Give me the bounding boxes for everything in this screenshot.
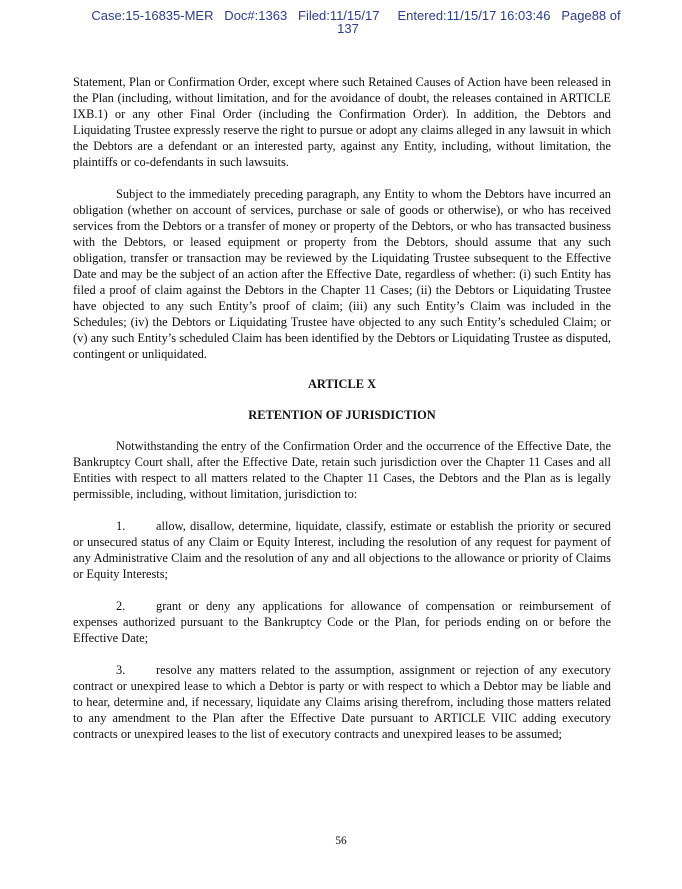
list-item-text: grant or deny any applications for allowance of compensation or reimbursement of expenses authorized pursuant to the Bankruptcy Code or the Plan, for periods ending on or before the Effective Date;: [73, 599, 611, 645]
article-heading: ARTICLE X: [307, 377, 377, 391]
article-title: RETENTION OF JURISDICTION: [248, 408, 436, 422]
list-item-text: resolve any matters related to the assumption, assignment or rejection of any executory contract or unexpired lease to which a Debtor is party or with respect to which a Debtor may be liable and to hear, determine and, if necessary, liquidate any Claims arising therefrom, including those matters related to any amendment to the Plan after the Effective Date pursuant to ARTICLE VIIC adding executory contracts or unexpired leases to the list of executory contracts and unexpired leases to be assumed;: [73, 663, 611, 741]
paragraph-subject-to: Subject to the immediately preceding paragraph, any Entity to whom the Debtors have incurred an obligation (whether on account of services, purchase or sale of goods or otherwise), or who has received services from the Debtors or a transfer of money or property of the Debtors, or who has transacted business with the Debtors, or leased equipment or property from the Debtors, should assume that any such obligation, transfer or transaction may be reviewed by the Liquidating Trustee subsequent to the Effective Date and may be the subject of an action after the Effective Date, regardless of whether: (i) such Entity has filed a proof of claim against the Debtors in the Chapter 11 Cases; (ii) the Debtors or Liquidating Trustee have objected to any such Entity’s proof of claim; (iii) any such Entity’s Claim was included in the Schedules; (iv) the Debtors or Liquidating Trustee have objected to any such Entity’s scheduled Claim; or (v) any such Entity’s scheduled Claim has been identified by the Debtors or Liquidating Trustee as disputed, contingent or unliquidated.: [73, 187, 611, 361]
list-item: [73, 598, 611, 646]
document-body: [73, 74, 611, 742]
list-item-number: 2.: [116, 599, 126, 613]
list-item-number: 3.: [116, 663, 126, 677]
list-item: [73, 518, 611, 582]
ecf-filing-header: [0, 9, 682, 35]
ecf-header-page-total: 137: [337, 21, 359, 36]
page-number: 56: [335, 835, 347, 847]
paragraph-notwithstanding: Notwithstanding the entry of the Confirmation Order and the occurrence of the Effective Date, the Bankruptcy Court shall, after the Effective Date, retain such jurisdiction over the Chapter 11 Cases and all Entities with respect to all matters related to the Chapter 11 Cases, the Debtors and the Plan as is legally permissible, including, without limitation, jurisdiction to:: [73, 439, 611, 501]
list-item: [73, 662, 611, 742]
ecf-header-line: Case:15-16835-MER Doc#:1363 Filed:11/15/17 Entered:11/15/17 16:03:46 Page88 of: [91, 8, 621, 23]
list-item-text: allow, disallow, determine, liquidate, classify, estimate or establish the priority or secured or unsecured status of any Claim or Equity Interest, including the resolution of any request for payment of any Administrative Claim and the resolution of any and all objections to the allowance or priority of Claims or Equity Interests;: [73, 519, 611, 581]
paragraph-retained-causes: Statement, Plan or Confirmation Order, except where such Retained Causes of Action have been released in the Plan (including, without limitation, and for the avoidance of doubt, the releases contained in ARTICLE IXB.1) or any other Final Order (including the Confirmation Order). In addition, the Debtors and Liquidating Trustee expressly reserve the right to pursue or adopt any claims alleged in any lawsuit in which the Debtors are a defendant or an interested party, against any Entity, including, without limitation, the plaintiffs or co-defendants in such lawsuits.: [73, 75, 611, 169]
list-item-number: 1.: [116, 519, 126, 533]
